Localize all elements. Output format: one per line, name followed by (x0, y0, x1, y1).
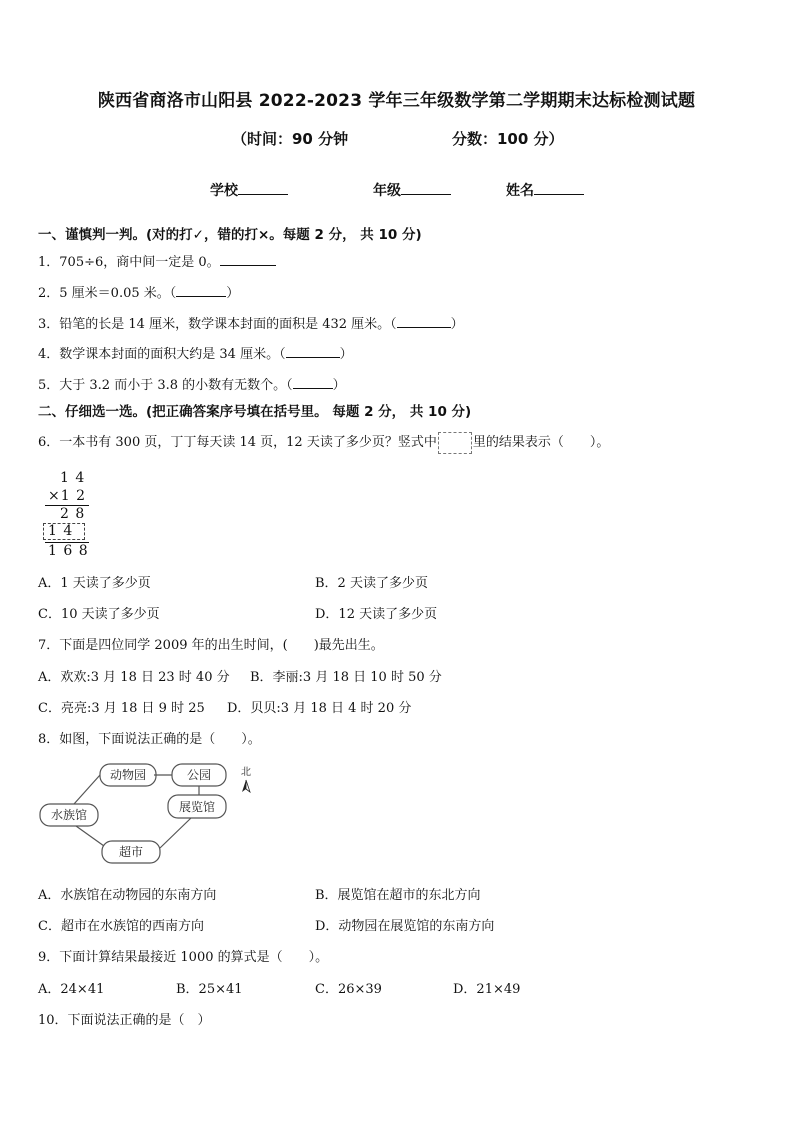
question-8: 8．如图，下面说法正确的是（ ）。 (38, 732, 261, 747)
q8-option-b[interactable]: B．展览馆在超市的东北方向 (315, 888, 481, 903)
q8-option-c[interactable]: C．超市在水族馆的西南方向 (38, 919, 204, 934)
map-path-supermarket-exhibition (160, 818, 191, 848)
grade-label: 年级 (373, 183, 401, 199)
calc-row-3: 2 8 (60, 506, 86, 522)
calc-row-2: ×1 2 (48, 488, 86, 504)
q7-option-b[interactable]: B．李丽:3 月 18 日 10 时 50 分 (250, 670, 442, 685)
school-label: 学校 (210, 183, 238, 199)
q7-option-d[interactable]: D．贝贝:3 月 18 日 4 时 20 分 (227, 701, 412, 716)
map-label-aquarium: 水族馆 (50, 808, 88, 822)
question-4: 4．数学课本封面的面积大约是 34 厘米。（ ） (38, 347, 353, 362)
grade-blank[interactable] (401, 181, 451, 195)
q9-option-b[interactable]: B．25×41 (176, 982, 243, 997)
question-7: 7．下面是四位同学 2009 年的出生时间，( )最先出生。 (38, 638, 384, 653)
question-2: 2．5 厘米＝0.05 米。（ ） (38, 286, 240, 301)
grade-field[interactable] (373, 180, 451, 200)
q9-option-a[interactable]: A．24×41 (38, 982, 105, 997)
map-label-park: 公园 (186, 768, 212, 782)
school-field[interactable] (210, 180, 288, 200)
school-blank[interactable] (238, 181, 288, 195)
q6-option-a[interactable]: A．1 天读了多少页 (38, 576, 151, 591)
exam-time: （时间：90 分钟 (232, 130, 349, 148)
map-label-supermarket: 超市 (118, 845, 144, 859)
question-1: 1．705÷6，商中间一定是 0。 (38, 251, 276, 270)
map-label-zoo: 动物园 (109, 768, 147, 782)
q9-option-c[interactable]: C．26×39 (315, 982, 382, 997)
section2-heading: 二、仔细选一选。(把正确答案序号填在括号里。 每题 2 分， 共 10 分) (38, 404, 472, 420)
page-title: 陕西省商洛市山阳县 2022-2023 学年三年级数学第二学期期末达标检测试题 (97, 91, 696, 111)
q7-option-c[interactable]: C．亮亮:3 月 18 日 9 时 25 (38, 701, 205, 716)
exam-score: 分数：100 分） (452, 130, 564, 148)
name-label: 姓名 (506, 183, 534, 199)
question-5: 5．大于 3.2 而小于 3.8 的小数有无数个。（ ） (38, 378, 346, 393)
north-label: 北 (241, 767, 251, 778)
q8-option-a[interactable]: A．水族馆在动物园的东南方向 (38, 888, 217, 903)
answer-blank-4[interactable] (286, 345, 340, 358)
map-path-aquarium-supermarket (76, 826, 104, 846)
q7-option-a[interactable]: A．欢欢:3 月 18 日 23 时 40 分 (38, 670, 230, 685)
q6-option-b[interactable]: B．2 天读了多少页 (315, 576, 428, 591)
calc-row-4: 1 4 (48, 523, 74, 539)
question-6: 6．一本书有 300 页，丁丁每天读 14 页，12 天读了多少页？竖式中 里的结果表示（ ）。 (38, 431, 609, 454)
q9-option-d[interactable]: D．21×49 (453, 982, 521, 997)
answer-blank-3[interactable] (397, 315, 451, 328)
q6-option-c[interactable]: C．10 天读了多少页 (38, 607, 160, 622)
dashed-box-icon (438, 432, 472, 454)
question-10: 10．下面说法正确的是（ ） (38, 1013, 211, 1028)
calc-row-1: 1 4 (60, 470, 86, 486)
answer-blank-1[interactable] (220, 253, 276, 266)
answer-blank-2[interactable] (176, 284, 226, 297)
question-3: 3．铅笔的长是 14 厘米，数学课本封面的面积是 432 厘米。（ ） (38, 317, 464, 332)
answer-blank-5[interactable] (293, 376, 333, 389)
calc-row-5: 1 6 8 (48, 543, 89, 559)
direction-map (36, 760, 266, 870)
q6-option-d[interactable]: D．12 天读了多少页 (315, 607, 438, 622)
north-arrow-icon (242, 780, 250, 792)
q8-option-d[interactable]: D．动物园在展览馆的东南方向 (315, 919, 495, 934)
section1-heading: 一、谨慎判一判。(对的打✓，错的打×。每题 2 分， 共 10 分) (38, 227, 422, 243)
map-path-zoo-aquarium (74, 775, 100, 804)
question-9: 9．下面计算结果最接近 1000 的算式是（ ）。 (38, 950, 329, 965)
name-blank[interactable] (534, 181, 584, 195)
name-field[interactable] (506, 180, 584, 200)
map-label-exhibition: 展览馆 (178, 800, 216, 814)
